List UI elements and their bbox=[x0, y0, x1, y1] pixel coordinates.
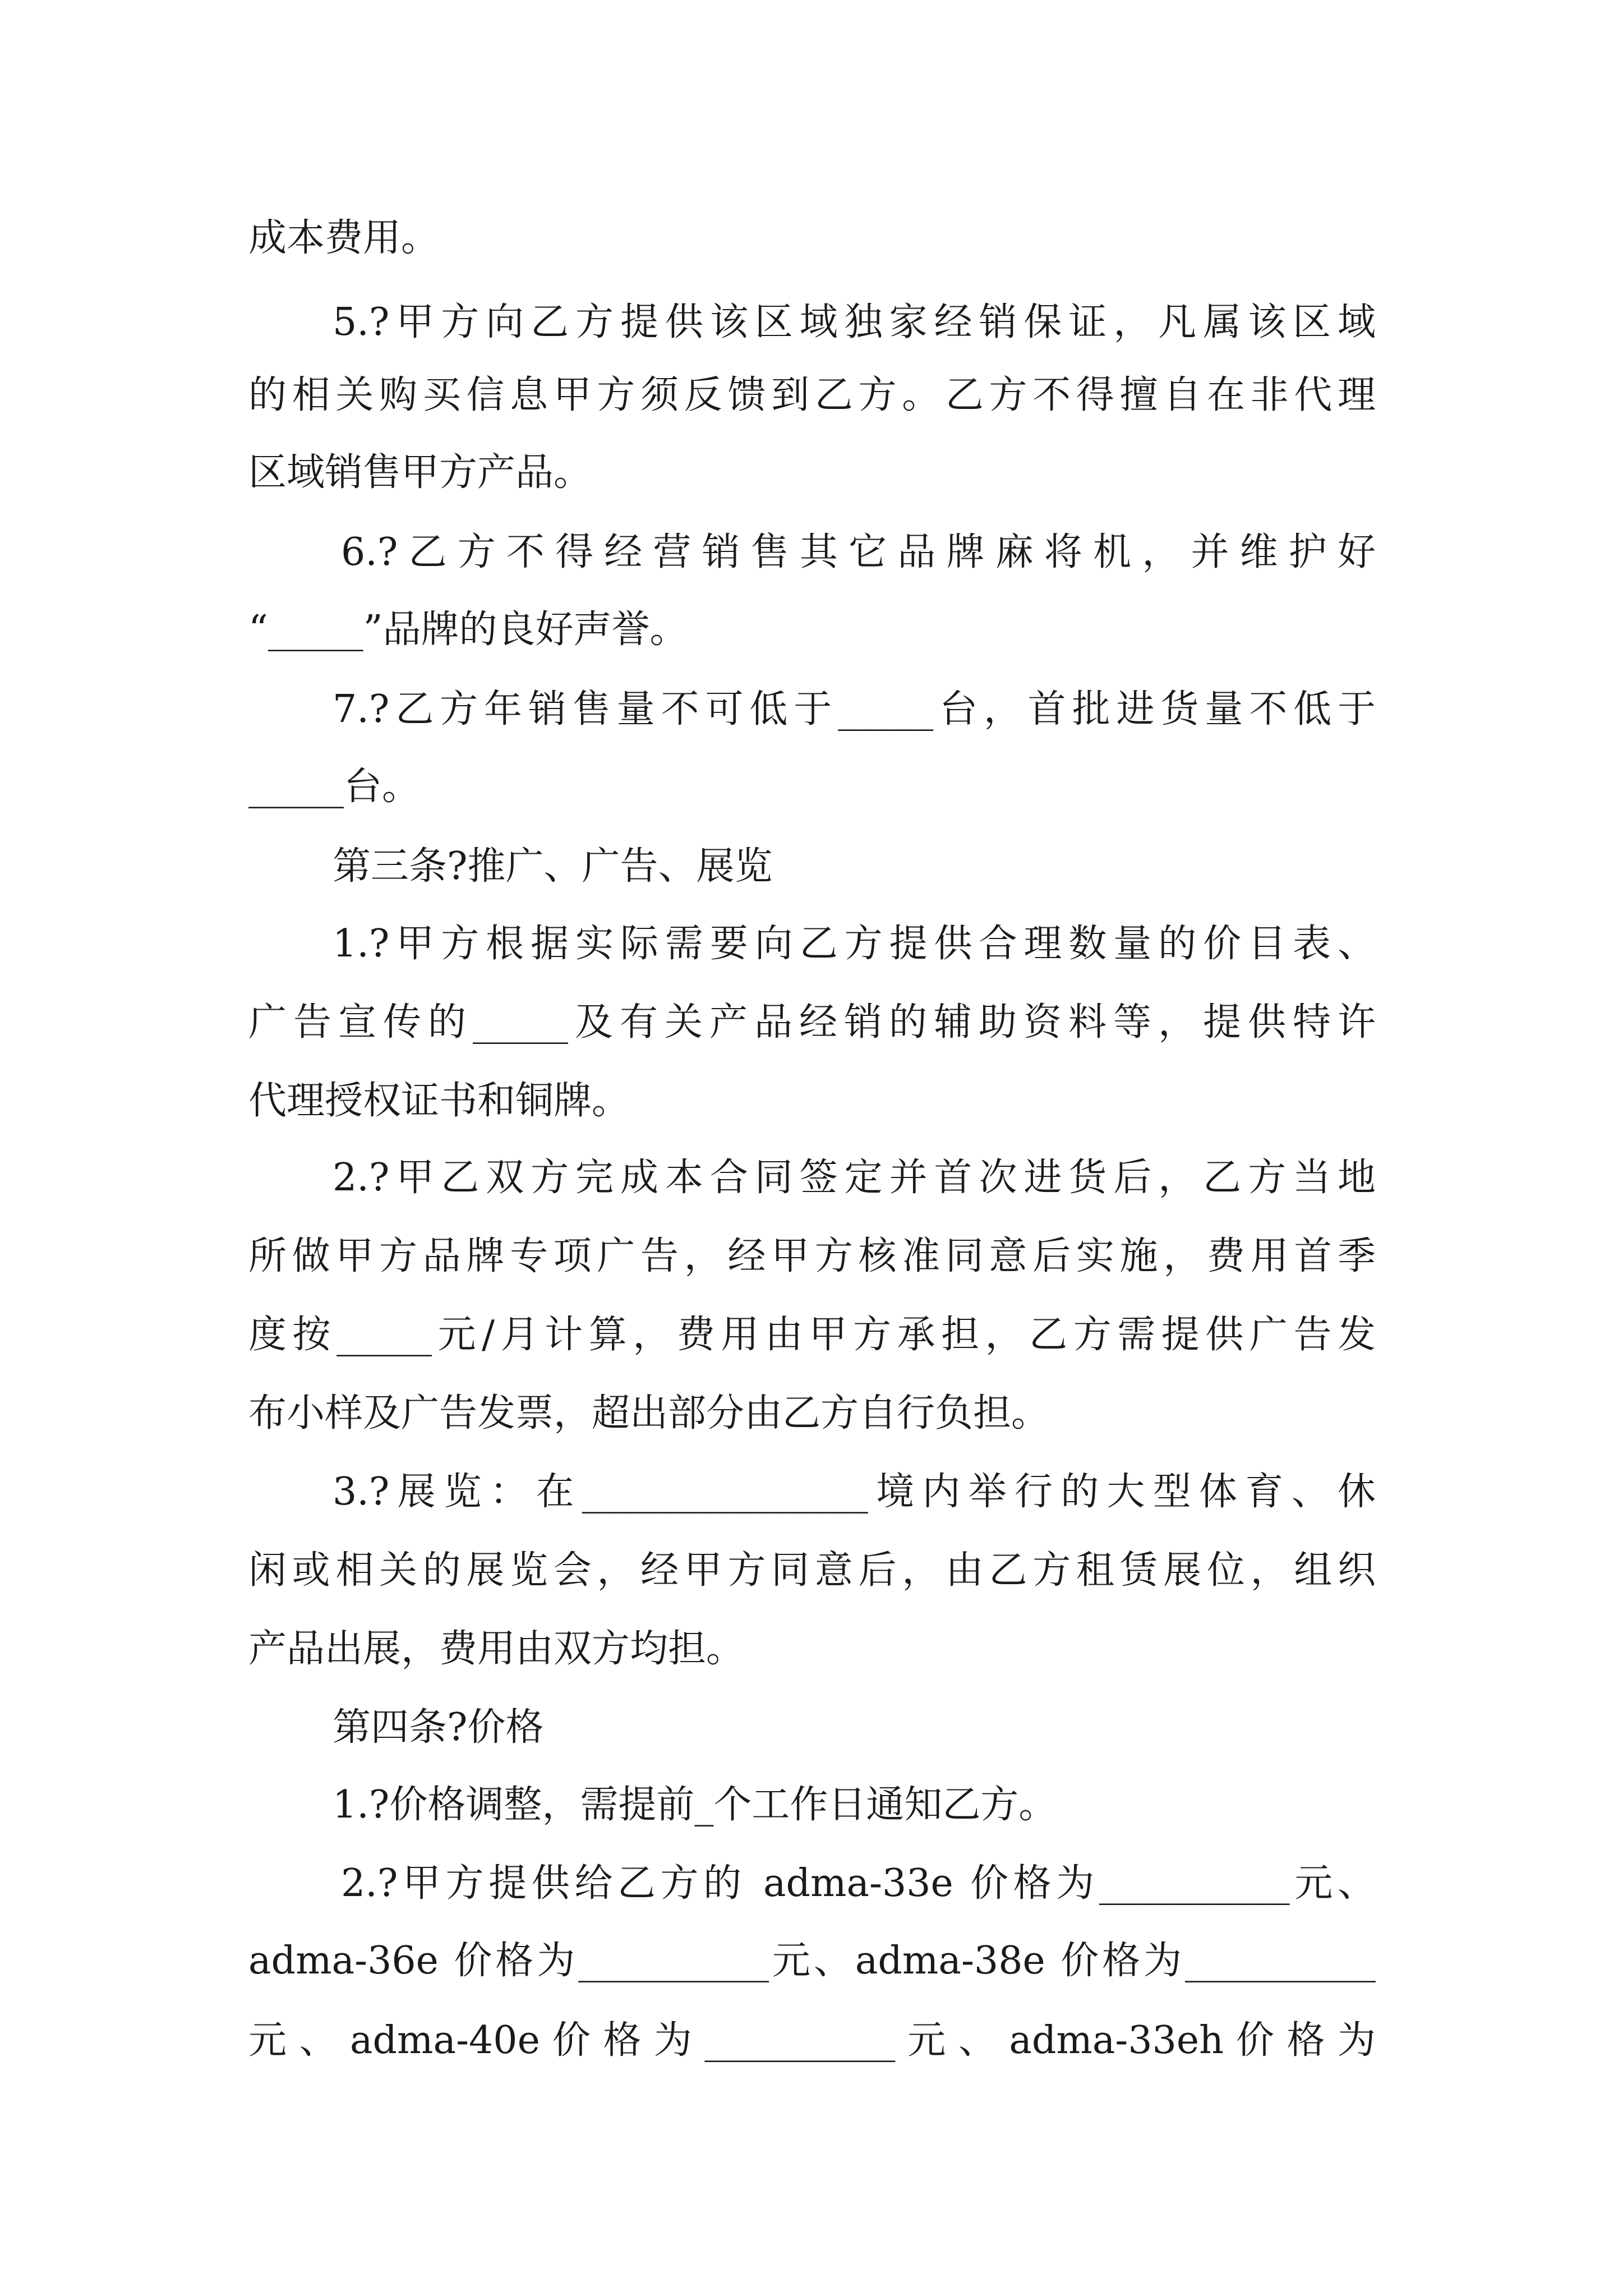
text-line: _____台。 bbox=[248, 765, 421, 809]
text-line: adma-36e 价格为__________元、adma-38e 价格为__________ bbox=[248, 1939, 1376, 1983]
text-line: 区域销售甲方产品。 bbox=[248, 450, 592, 495]
text-line: 成本费用。 bbox=[248, 216, 440, 260]
text-line: 代理授权证书和铜牌。 bbox=[248, 1079, 630, 1123]
section-heading: 第三条?推广、广告、展览 bbox=[333, 844, 773, 889]
text-line: 5.?甲方向乙方提供该区域独家经销保证，凡属该区域 bbox=[333, 300, 1376, 344]
text-line: 1.?甲方根据实际需要向乙方提供合理数量的价目表、 bbox=[333, 922, 1376, 966]
text-line: 元 、 adma-40e 价 格 为 __________ 元 、 adma-33eh 价 格 为 bbox=[248, 2018, 1376, 2063]
text-line: 产品出展，费用由双方均担。 bbox=[248, 1627, 745, 1671]
text-line: 布小样及广告发票，超出部分由乙方自行负担。 bbox=[248, 1391, 1050, 1435]
text-line: 度按_____元/月计算，费用由甲方承担，乙方需提供广告发 bbox=[248, 1313, 1376, 1357]
text-line: “_____”品牌的良好声誉。 bbox=[248, 608, 688, 652]
text-line: 2.?甲方提供给乙方的 adma-33e 价格为__________元、 bbox=[341, 1861, 1376, 1906]
text-line: 1.?价格调整，需提前_个工作日通知乙方。 bbox=[333, 1783, 1057, 1827]
text-line: 3.?展览：在_______________境内举行的大型体育、休 bbox=[333, 1470, 1376, 1514]
section-heading: 第四条?价格 bbox=[333, 1705, 544, 1750]
text-line: 所做甲方品牌专项广告，经甲方核准同意后实施，费用首季 bbox=[248, 1234, 1376, 1278]
text-line: 6.?乙方不得经营销售其它品牌麻将机，并维护好 bbox=[341, 530, 1376, 574]
text-line: 的相关购买信息甲方须反馈到乙方。乙方不得擅自在非代理 bbox=[248, 373, 1376, 417]
text-line: 广告宣传的_____及有关产品经销的辅助资料等，提供特许 bbox=[248, 1000, 1376, 1045]
text-line: 2.?甲乙双方完成本合同签定并首次进货后，乙方当地 bbox=[333, 1156, 1376, 1200]
text-line: 闲或相关的展览会，经甲方同意后，由乙方租赁展位，组织 bbox=[248, 1548, 1376, 1593]
text-line: 7.?乙方年销售量不可低于_____台，首批进货量不低于 bbox=[333, 687, 1376, 731]
